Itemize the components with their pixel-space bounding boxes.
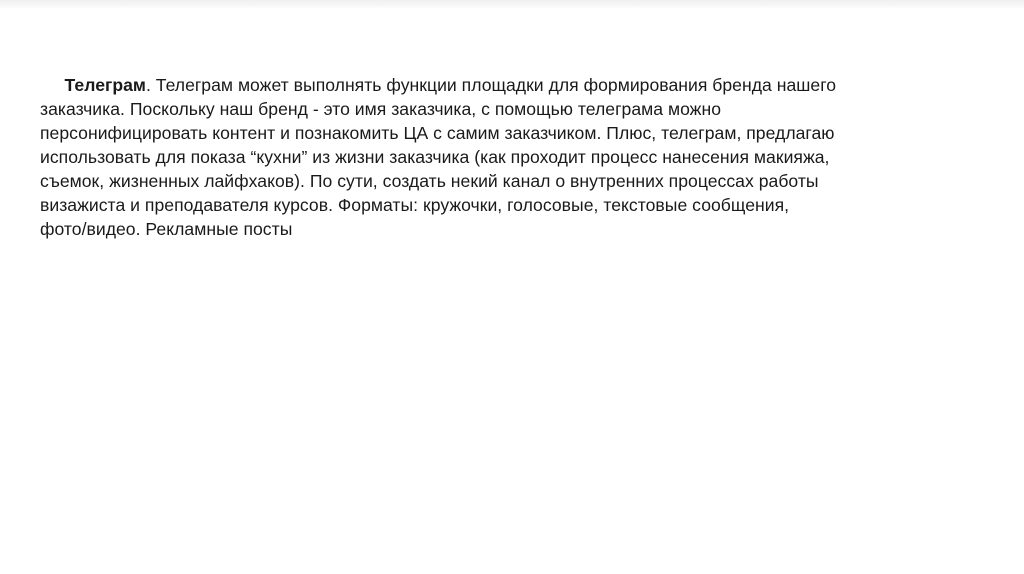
slide-body-text xyxy=(40,73,980,241)
slide-description: . Телеграм может выполнять функции площадки для формирования бренда нашего заказчика. Поскольку наш бренд - это имя заказчика, с помощью телеграма можно персонифицировать контент и познакомить ЦА с самим заказчиком. Плюс, телеграм, предлагаю использовать для показа “кухни” из жизни заказчика (как проходит процесс нанесения макияжа, съемок, жизненных лайфхаков). По сути, создать некий канал о внутренних процессах работы визажиста и преподавателя курсов. Форматы: кружочки, голосовые, текстовые сообщения, фото/видео. Рекламные посты xyxy=(40,75,837,239)
top-edge-shade xyxy=(0,0,1024,9)
slide-term: Телеграм xyxy=(64,75,146,95)
